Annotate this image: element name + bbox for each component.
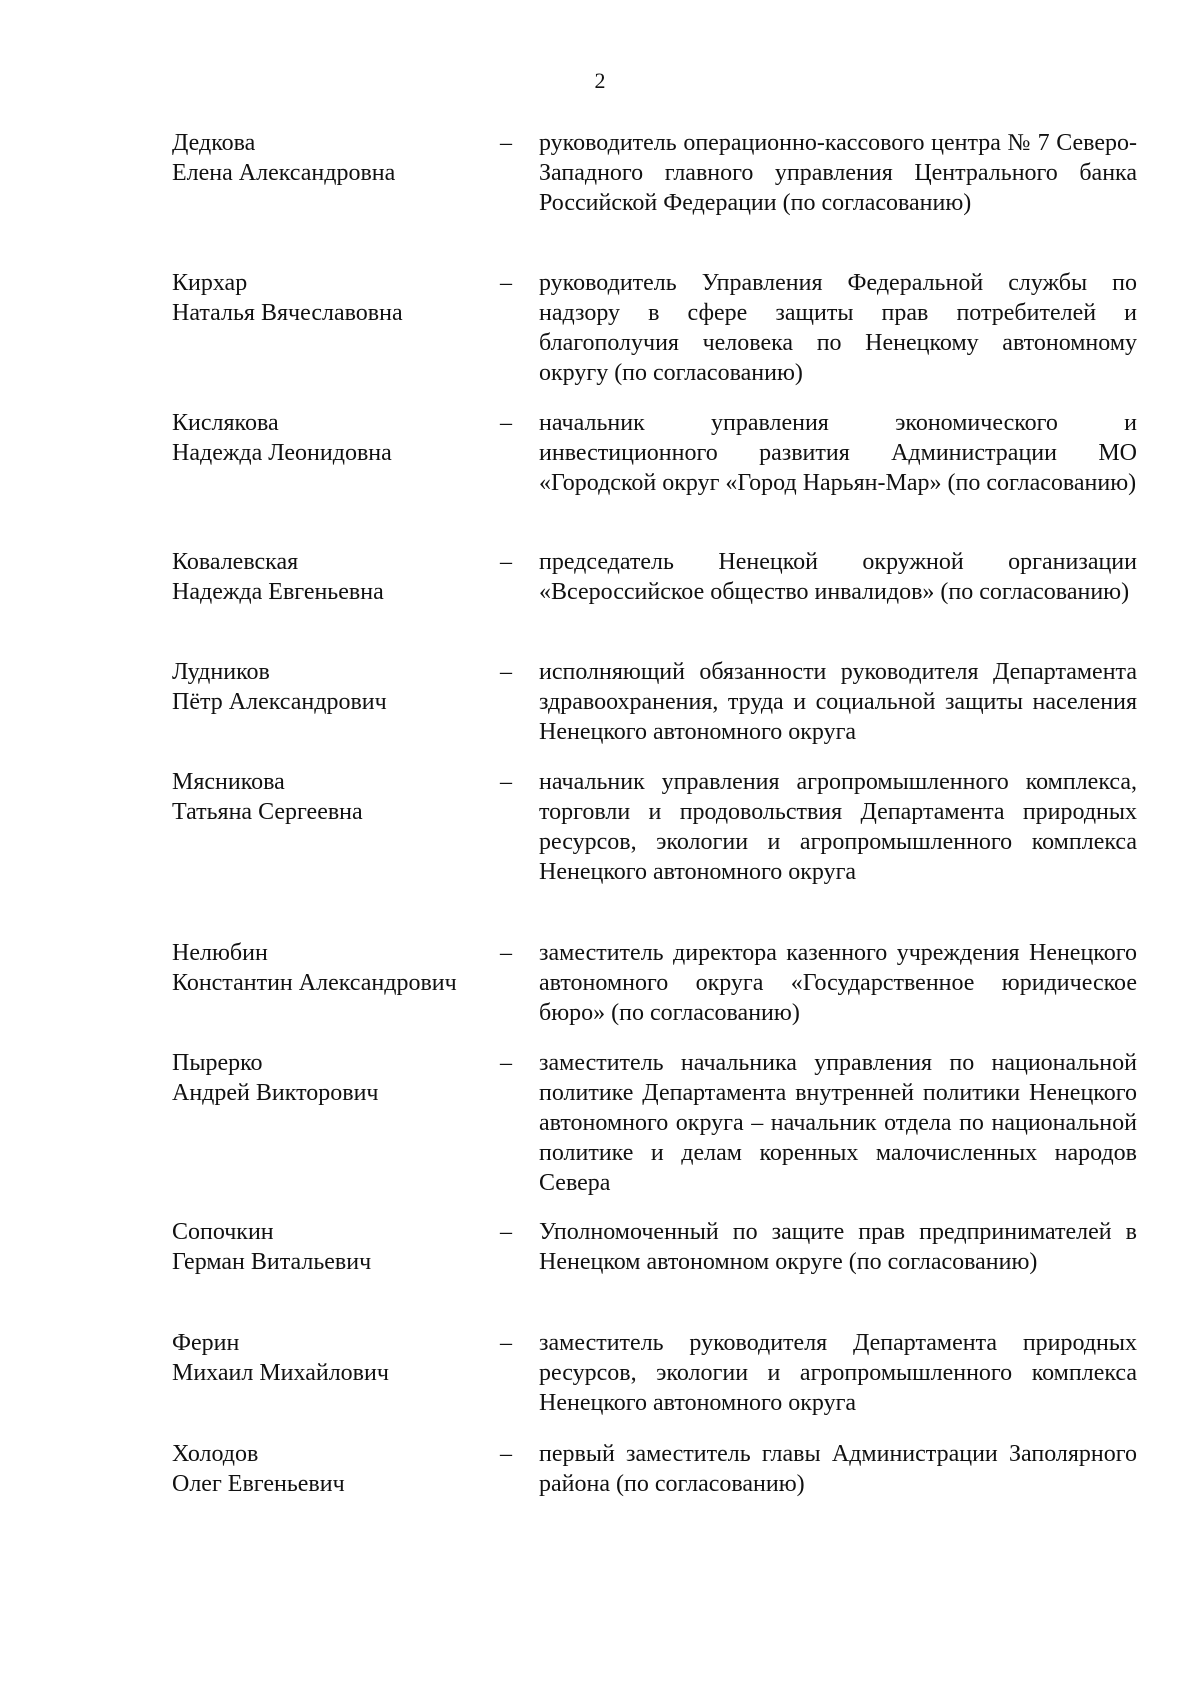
member-given-names: Константин Александрович xyxy=(172,970,457,996)
separator-dash: – xyxy=(500,940,512,966)
member-surname: Сопочкин xyxy=(172,1219,274,1245)
member-role: руководитель операционно-кассового центра № 7 Северо-Западного главного управления Центрального банка Российской Федерации (по согласованию) xyxy=(539,130,1137,216)
member-given-names: Михаил Михайлович xyxy=(172,1360,389,1386)
member-name xyxy=(172,1328,492,1388)
member-given-names: Татьяна Сергеевна xyxy=(172,799,363,825)
separator-dash: – xyxy=(500,769,512,795)
member-name xyxy=(172,408,492,468)
member-role: начальник управления агропромышленного комплекса, торговли и продовольствия Департамента природных ресурсов, экологии и агропромышленного комплекса Ненецкого автономного округа xyxy=(539,769,1137,885)
member-role: исполняющий обязанности руководителя Департамента здравоохранения, труда и социальной защиты населения Ненецкого автономного округа xyxy=(539,659,1137,745)
member-surname: Холодов xyxy=(172,1441,259,1467)
member-name xyxy=(172,1048,492,1108)
member-name xyxy=(172,767,492,827)
member-given-names: Елена Александровна xyxy=(172,160,396,186)
member-given-names: Надежда Евгеньевна xyxy=(172,579,384,605)
member-name xyxy=(172,938,492,998)
member-role: руководитель Управления Федеральной службы по надзору в сфере защиты прав потребителей и благополучия человека по Ненецкому автономному округу (по согласованию) xyxy=(539,270,1137,386)
member-name xyxy=(172,128,492,188)
member-surname: Ковалевская xyxy=(172,549,299,575)
member-role: Уполномоченный по защите прав предпринимателей в Ненецком автономном округе (по согласованию) xyxy=(539,1219,1137,1275)
member-role: первый заместитель главы Администрации Заполярного района (по согласованию) xyxy=(539,1441,1137,1497)
member-given-names: Олег Евгеньевич xyxy=(172,1471,345,1497)
separator-dash: – xyxy=(500,410,512,436)
member-name xyxy=(172,268,492,328)
separator-dash: – xyxy=(500,1050,512,1076)
member-role: заместитель начальника управления по национальной политике Департамента внутренней политики Ненецкого автономного округа – начальник отдела по национальной политике и делам коренных малочисленных народов Севера xyxy=(539,1050,1137,1196)
member-given-names: Андрей Викторович xyxy=(172,1080,379,1106)
member-name xyxy=(172,1217,492,1277)
separator-dash: – xyxy=(500,1441,512,1467)
member-given-names: Надежда Леонидовна xyxy=(172,440,392,466)
member-surname: Лудников xyxy=(172,659,270,685)
member-name xyxy=(172,547,492,607)
member-surname: Кирхар xyxy=(172,270,248,296)
member-surname: Кислякова xyxy=(172,410,279,436)
member-surname: Мясникова xyxy=(172,769,285,795)
member-role: заместитель директора казенного учреждения Ненецкого автономного округа «Государственное юридическое бюро» (по согласованию) xyxy=(539,940,1137,1026)
member-role: председатель Ненецкой окружной организации «Всероссийское общество инвалидов» (по согласованию) xyxy=(539,549,1137,605)
separator-dash: – xyxy=(500,1219,512,1245)
separator-dash: – xyxy=(500,270,512,296)
page-number: 2 xyxy=(594,68,606,93)
separator-dash: – xyxy=(500,130,512,156)
member-name xyxy=(172,1439,492,1499)
member-given-names: Наталья Вячеславовна xyxy=(172,300,403,326)
member-role: заместитель руководителя Департамента природных ресурсов, экологии и агропромышленного комплекса Ненецкого автономного округа xyxy=(539,1330,1137,1416)
member-role: начальник управления экономического и инвестиционного развития Администрации МО «Городской округ «Город Нарьян-Мар» (по согласованию) xyxy=(539,410,1137,496)
member-given-names: Герман Витальевич xyxy=(172,1249,372,1275)
separator-dash: – xyxy=(500,549,512,575)
separator-dash: – xyxy=(500,1330,512,1356)
member-given-names: Пётр Александрович xyxy=(172,689,387,715)
member-name xyxy=(172,657,492,717)
member-surname: Ферин xyxy=(172,1330,240,1356)
member-surname: Дедкова xyxy=(172,130,256,156)
member-surname: Пырерко xyxy=(172,1050,263,1076)
member-surname: Нелюбин xyxy=(172,940,268,966)
separator-dash: – xyxy=(500,659,512,685)
